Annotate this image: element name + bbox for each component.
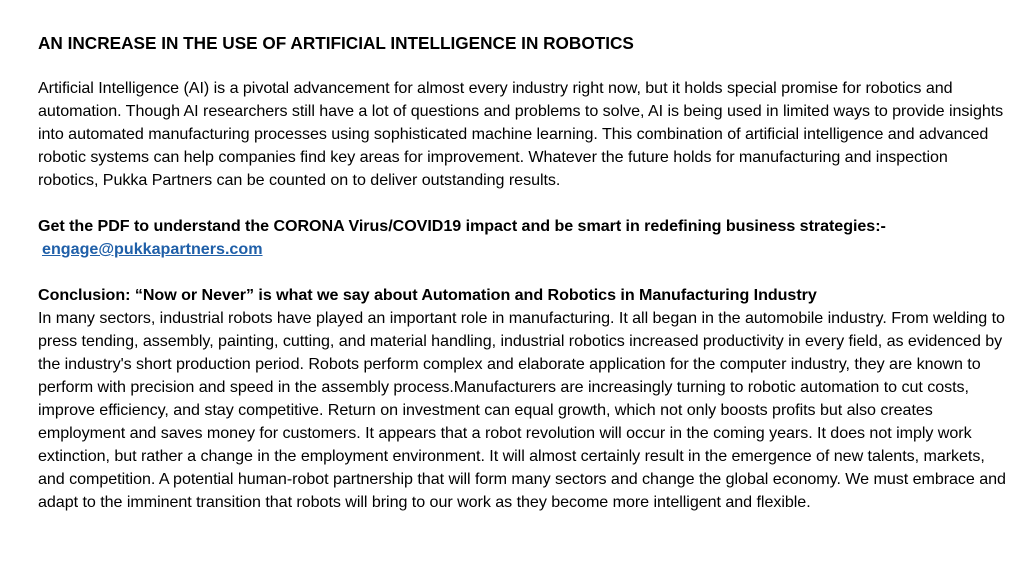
spacer xyxy=(38,261,1010,284)
spacer xyxy=(38,192,1010,215)
conclusion-heading: Conclusion: “Now or Never” is what we say about Automation and Robotics in Manufacturing Industry xyxy=(38,286,817,304)
document-slide xyxy=(38,31,1010,514)
spacer xyxy=(38,55,1010,77)
pdf-cta-text: Get the PDF to understand the CORONA Virus/COVID19 impact and be smart in redefining business strategies:- xyxy=(38,217,886,235)
intro-paragraph: Artificial Intelligence (AI) is a pivotal advancement for almost every industry right now, but it holds special promise for robotics and automation. Though AI researchers still have a lot of questions and problems to solve, AI is being used in limited ways to provide insights into automated manufacturing processes using sophisticated machine learning. This combination of artificial intelligence and advanced robotic systems can help companies find key areas for improvement. Whatever the future holds for manufacturing and inspection robotics, Pukka Partners can be counted on to deliver outstanding results. xyxy=(38,79,1004,189)
page-title: AN INCREASE IN THE USE OF ARTIFICIAL INTELLIGENCE IN ROBOTICS xyxy=(38,33,634,53)
conclusion-paragraph: In many sectors, industrial robots have played an important role in manufacturing. It all began in the automobile industry. From welding to press tending, assembly, painting, cutting, and material handling, industrial robotics increased productivity in every field, as evidenced by the industry's short production period. Robots perform complex and elaborate application for the computer industry, they are known to perform with precision and speed in the assembly process.Manufacturers are increasingly turning to robotic automation to cut costs, improve efficiency, and stay competitive. Return on investment can equal growth, which not only boosts profits but also creates employment and saves money for customers. It appears that a robot revolution will occur in the coming years. It does not imply work extinction, but rather a change in the employment environment. It will almost certainly result in the emergence of new talents, markets, and competition. A potential human-robot partnership that will form many sectors and change the global economy. We must embrace and adapt to the imminent transition that robots will bring to our work as they become more intelligent and flexible. xyxy=(38,309,1006,511)
contact-email-line xyxy=(38,238,1010,261)
contact-email-link[interactable]: engage@pukkapartners.com xyxy=(42,240,263,258)
